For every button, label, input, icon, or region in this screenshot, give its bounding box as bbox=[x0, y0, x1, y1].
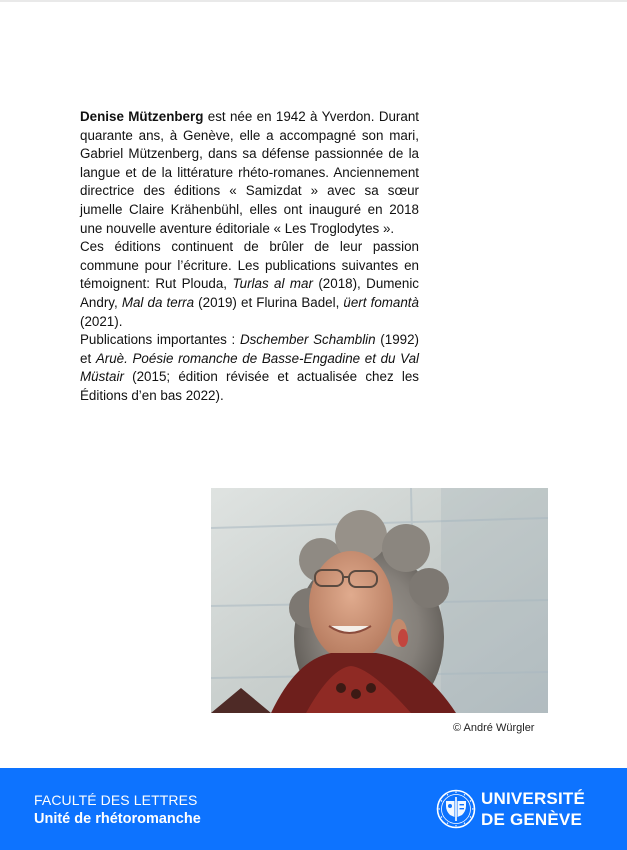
footer-bar bbox=[0, 768, 627, 850]
book-title: Dschember Schamblin bbox=[239, 332, 376, 348]
author-portrait-photo bbox=[211, 488, 548, 713]
bio-paragraph-3: Publications importantes : Dschember Schamblin (1992) et Aruè. Poésie romanche de Basse-Engadine et du Val Müstair (2015; édition révisée et actualisée chez les Éditions d’en bas 2022). bbox=[80, 332, 419, 403]
top-rule bbox=[0, 0, 627, 2]
book-title: Mal da terra bbox=[121, 294, 195, 310]
faculty-label: FACULTÉ DES LETTRES bbox=[34, 792, 198, 808]
unit-label: Unité de rhétoromanche bbox=[34, 811, 201, 827]
bio-paragraph-1: Denise Mützenberg est née en 1942 à Yverdon. Durant quarante ans, à Genève, elle a accompagné son mari, Gabriel Mützenberg, dans sa défense passionnée de la langue et de la littérature rhéto-romanes. Anciennement directrice des éditions « Samizdat » avec sa sœur jumelle Claire Krähenbühl, elles ont inauguré en 2018 une nouvelle aventure éditoriale « Les Troglodytes ». bbox=[80, 109, 420, 236]
university-name bbox=[481, 788, 585, 830]
book-title: Turlas al mar bbox=[232, 276, 313, 292]
author-name: Denise Mützenberg bbox=[80, 109, 204, 124]
bio-text bbox=[80, 108, 419, 406]
book-title: Aruè. Poésie romanche de Basse-Engadine et du Val Müstair bbox=[80, 350, 419, 385]
university-name-line1: UNIVERSITÉ bbox=[481, 789, 586, 808]
university-seal-icon bbox=[436, 789, 476, 829]
book-title: üert fomantà bbox=[343, 294, 419, 310]
university-name-line2: DE GENÈVE bbox=[481, 810, 582, 829]
bio-paragraph-2: Ces éditions continuent de brûler de leur passion commune pour l’écriture. Les publications suivantes en témoignent: Rut Plouda, Turlas al mar (2018), Dumenic Andry, Mal da terra (2019) et Flurina Badel, üert fomantà (2021). bbox=[80, 239, 419, 329]
photo-credit: © André Würgler bbox=[453, 722, 535, 734]
